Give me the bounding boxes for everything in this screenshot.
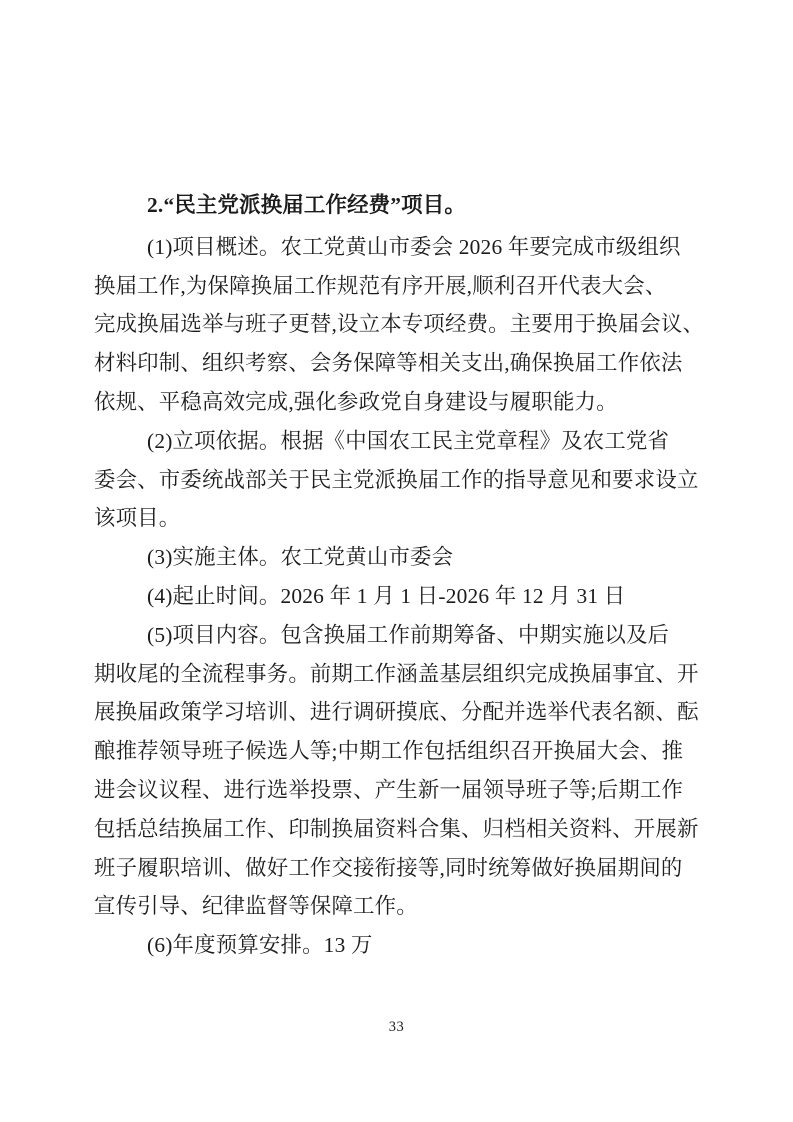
text-line: (6)年度预算安排。13 万 [147, 933, 373, 958]
paragraph-basis [94, 422, 716, 538]
text-line: 班子履职培训、做好工作交接衔接等,同时统筹做好换届期间的 [94, 855, 683, 880]
text-line: (4)起止时间。2026 年 1 月 1 日-2026 年 12 月 31 日 [147, 583, 626, 608]
text-line: 包括总结换届工作、印制换届资料合集、归档相关资料、开展新 [94, 816, 699, 841]
text-line: 完成换届选举与班子更替,设立本专项经费。主要用于换届会议、 [94, 312, 705, 337]
text-line: 该项目。 [94, 506, 181, 531]
paragraph-implementer [94, 538, 716, 577]
text-line: 期收尾的全流程事务。前期工作涵盖基层组织完成换届事宜、开 [94, 661, 699, 686]
text-line: 委会、市委统战部关于民主党派换届工作的指导意见和要求设立 [94, 467, 699, 492]
text-line: 依规、平稳高效完成,强化参政党自身建设与履职能力。 [94, 389, 618, 414]
page-number: 33 [388, 1019, 405, 1035]
text-line: (3)实施主体。农工党黄山市委会 [147, 545, 454, 570]
text-line: 换届工作,为保障换届工作规范有序开展,顺利召开代表大会、 [94, 273, 667, 298]
text-line: (1)项目概述。农工党黄山市委会 2026 年要完成市级组织 [147, 234, 681, 259]
paragraph-project-content [94, 616, 716, 926]
text-line: (5)项目内容。包含换届工作前期筹备、中期实施以及后 [147, 622, 670, 647]
paragraph-overview [94, 228, 716, 422]
paragraph-timeframe [94, 577, 716, 616]
paragraph-budget [94, 926, 716, 965]
text-line: (2)立项依据。根据《中国农工民主党章程》及农工党省 [147, 428, 670, 453]
text-line: 酿推荐领导班子候选人等;中期工作包括组织召开换届大会、推 [94, 739, 684, 764]
section-heading: 2.“民主党派换届工作经费”项目。 [147, 193, 466, 217]
text-line: 进会议议程、进行选举投票、产生新一届领导班子等;后期工作 [94, 777, 684, 802]
text-line: 展换届政策学习培训、进行调研摸底、分配并选举代表名额、酝 [94, 700, 699, 725]
page-content [94, 186, 716, 965]
text-line: 宣传引导、纪律监督等保障工作。 [94, 894, 418, 919]
text-line: 材料印制、组织考察、会务保障等相关支出,确保换届工作依法 [94, 351, 683, 376]
